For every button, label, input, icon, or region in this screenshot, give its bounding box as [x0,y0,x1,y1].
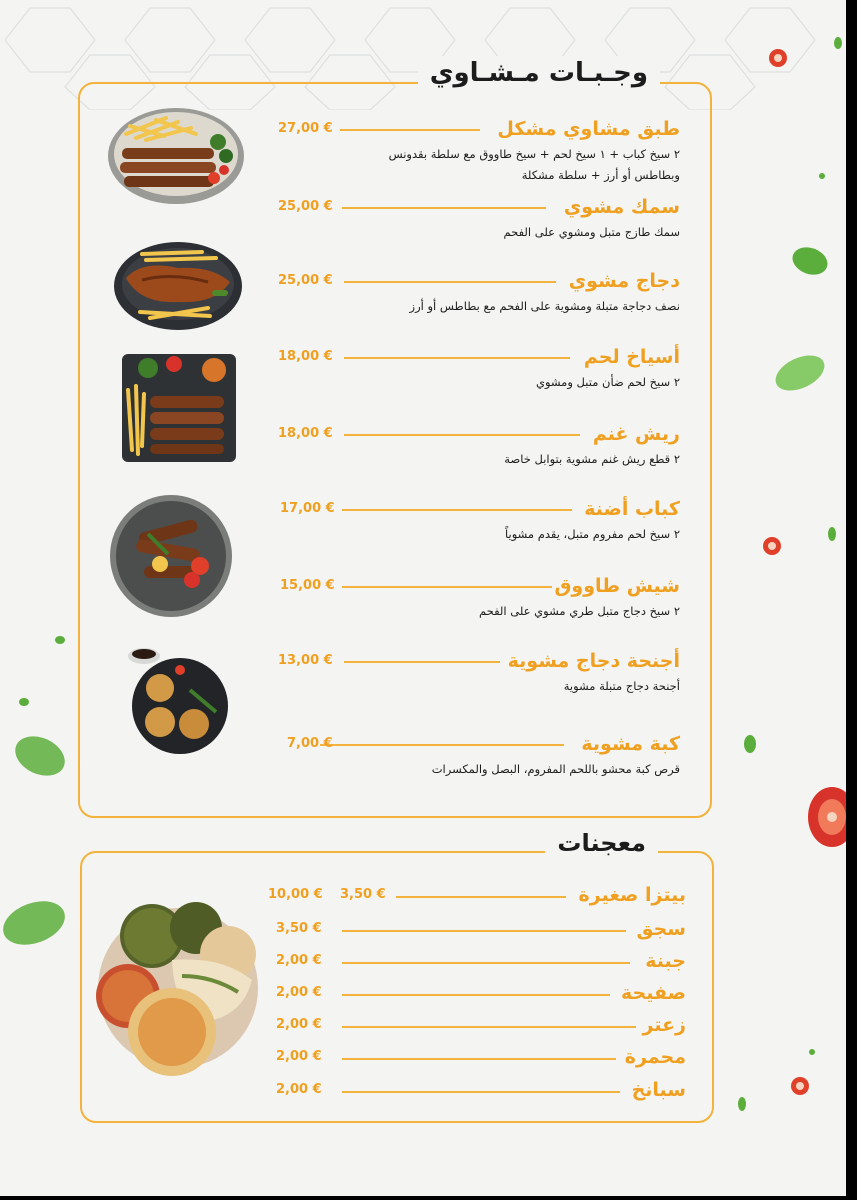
item-name: صفيحة [620,982,686,1004]
item-name: أجنحة دجاج مشوية [507,650,680,672]
item-name: سجق [636,918,686,940]
item-name: زعتر [642,1014,686,1036]
tomato-icon [790,1076,810,1096]
pastries-assortment-image [92,900,264,1082]
item-name: طبق مشاوي مشكل [497,118,680,140]
menu-item[interactable] [262,1077,686,1103]
item-description: نصف دجاجة متبلة ومشوية على الفحم مع بطاطس أو أرز [409,299,680,313]
item-price: 2,00 € [276,1017,322,1032]
menu-item[interactable] [250,116,680,182]
adana-kebab-plate-image [108,494,234,618]
menu-item[interactable] [262,948,686,974]
item-price: 2,00 € [276,1049,322,1064]
price-line [344,281,556,283]
price-line [342,207,546,209]
menu-item[interactable] [262,1012,686,1038]
price-line [342,930,626,932]
item-name: ريش غنم [592,423,680,445]
item-name: أسياخ لحم [583,346,680,368]
item-name: بيتزا صغيرة [578,884,686,906]
item-description: سمك طازج متبل ومشوي على الفحم [503,225,680,239]
price-line [342,994,610,996]
item-name: كباب أضنة [584,498,680,520]
leaf-icon [832,36,844,50]
menu-item[interactable] [250,731,680,781]
leaf-icon [790,244,830,278]
item-price: 18,00 € [278,349,333,364]
pastries-title: معجنات [545,826,658,860]
item-price-large: 10,00 € [268,887,323,902]
menu-item[interactable] [250,496,680,546]
item-name: محمرة [624,1046,686,1068]
item-name: جبنة [645,950,686,972]
menu-item[interactable] [250,268,680,318]
item-price: 15,00 € [280,578,335,593]
item-price: 27,00 € [278,121,333,136]
leaf-icon [826,526,838,542]
leaf-icon [0,894,70,952]
chicken-wings-image [124,642,228,756]
item-description: ٢ سيخ كباب + ١ سيخ لحم + سيخ طاووق مع سلطة بقدونس [388,147,680,161]
price-line [342,509,572,511]
price-line [344,661,500,663]
grills-title: وجـبـات مـشـاوي [418,56,660,90]
menu-item[interactable] [250,194,680,244]
mixed-grill-platter-image [106,104,246,208]
item-price: 7,00 € [287,736,333,751]
leaf-icon [736,1096,748,1112]
item-name: شيش طاووق [554,575,680,597]
item-description: ٢ سيخ لحم ضأن متبل ومشوي [535,375,680,389]
item-description: أجنحة دجاج متبلة مشوية [563,679,680,693]
item-description: ٢ سيخ لحم مفروم متبل، يقدم مشوياً [505,527,680,541]
leaf-icon [18,696,30,708]
leaf-icon [10,730,68,782]
leaf-icon [772,352,828,394]
item-name: سمك مشوي [563,196,680,218]
item-price: 2,00 € [276,953,322,968]
menu-item[interactable] [262,980,686,1006]
price-line [342,962,630,964]
item-name: سبانخ [631,1079,686,1101]
leaf-icon [742,734,758,754]
item-price: 2,00 € [276,1082,322,1097]
menu-item[interactable] [262,916,686,942]
price-line [344,357,570,359]
item-price: 13,00 € [278,653,333,668]
item-price: 25,00 € [278,199,333,214]
item-price: 2,00 € [276,985,322,1000]
price-line [320,744,564,746]
menu-item[interactable] [250,344,680,394]
price-line [396,896,566,898]
grilled-chicken-image [112,238,244,334]
leaf-icon [818,172,826,180]
tomato-icon [762,536,782,556]
item-name: دجاج مشوي [568,270,680,292]
menu-item[interactable] [262,882,686,908]
item-description: ٢ قطع ريش غنم مشوية بتوابل خاصة [504,452,680,466]
item-name: كبة مشوية [581,733,680,755]
item-description-line2: وبطاطس أو أرز + سلطة مشكلة [521,168,680,182]
item-price: 3,50 € [340,887,386,902]
item-price: 18,00 € [278,426,333,441]
price-line [340,129,480,131]
price-line [342,1058,616,1060]
item-description: قرص كبة محشو باللحم المفروم، البصل والمكسرات [431,762,680,776]
item-price: 17,00 € [280,501,335,516]
menu-item[interactable] [262,1044,686,1070]
price-line [342,1091,620,1093]
price-line [342,586,552,588]
item-price: 25,00 € [278,273,333,288]
item-price: 3,50 € [276,921,322,936]
leaf-icon [54,634,66,646]
meat-skewers-image [118,350,240,466]
menu-item[interactable] [250,573,680,623]
tomato-icon [804,786,846,848]
price-line [344,434,580,436]
price-line [342,1026,636,1028]
menu-item[interactable] [250,421,680,471]
leaf-icon [808,1048,816,1056]
menu-item[interactable] [250,648,680,698]
item-description: ٢ سيخ دجاج متبل طري مشوي على الفحم [479,604,680,618]
tomato-icon [768,48,788,68]
